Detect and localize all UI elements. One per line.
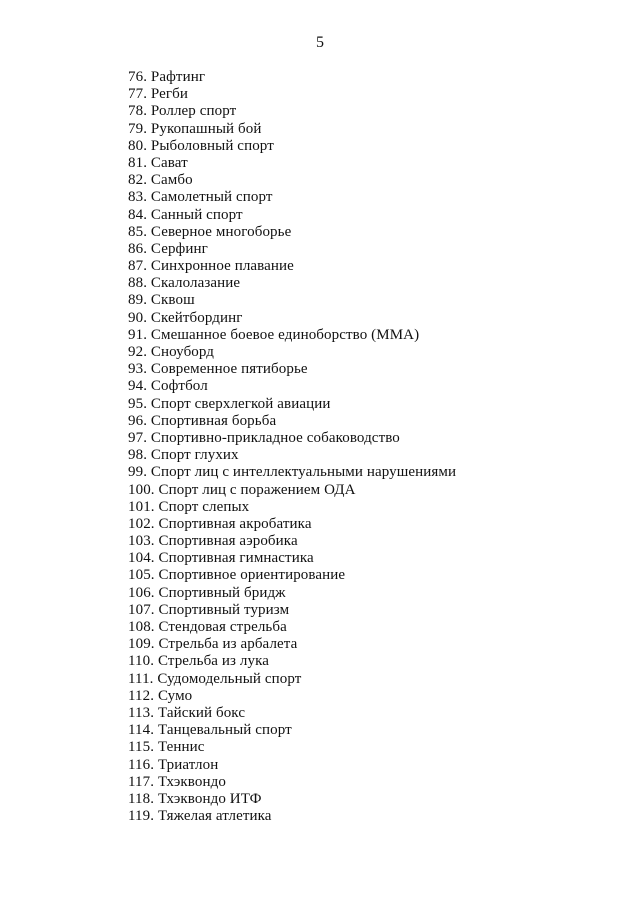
list-item: 96. Спортивная борьба [128, 412, 277, 429]
list-item: 90. Скейтбординг [128, 309, 243, 326]
list-item: 86. Серфинг [128, 240, 208, 257]
list-item: 112. Сумо [128, 687, 193, 704]
list-item: 87. Синхронное плавание [128, 258, 294, 275]
list-item: 95. Спорт сверхлегкой авиации [128, 395, 331, 412]
list-item: 103. Спортивная аэробика [128, 533, 298, 550]
list-item: 78. Роллер спорт [128, 103, 237, 120]
list-item: 111. Судомодельный спорт [128, 670, 302, 687]
list-item: 83. Самолетный спорт [128, 189, 273, 206]
list-item: 100. Спорт лиц с поражением ОДА [128, 481, 356, 498]
list-item: 101. Спорт слепых [128, 498, 250, 515]
list-item: 93. Современное пятиборье [128, 361, 308, 378]
list-item: 119. Тяжелая атлетика [128, 808, 272, 825]
list-item: 92. Сноуборд [128, 344, 215, 360]
list-item: 88. Скалолазание [128, 275, 241, 292]
list-item: 102. Спортивная акробатика [128, 515, 312, 532]
list-item: 82. Самбо [128, 172, 193, 189]
list-item: 99. Спорт лиц с интеллектуальными нарушениями [128, 464, 457, 481]
list-item: 115. Теннис [128, 739, 205, 756]
list-item: 85. Северное многоборье [128, 223, 292, 240]
list-item: 98. Спорт глухих [128, 447, 239, 464]
list-item: 106. Спортивный бридж [128, 584, 286, 601]
list-item: 94. Софтбол [128, 378, 208, 395]
list-item: 89. Сквош [128, 292, 195, 309]
list-item: 108. Стендовая стрельба [128, 619, 287, 635]
list-item: 117. Тхэквондо [128, 773, 226, 790]
sport-list [128, 69, 456, 825]
list-item: 105. Спортивное ориентирование [128, 567, 346, 584]
list-item: 77. Регби [128, 86, 189, 103]
list-item: 107. Спортивный туризм [128, 601, 290, 618]
list-item: 76. Рафтинг [128, 69, 206, 85]
list-item: 116. Триатлон [128, 756, 219, 773]
list-item: 79. Рукопашный бой [128, 120, 262, 137]
list-item: 84. Санный спорт [128, 206, 243, 223]
list-item: 80. Рыболовный спорт [128, 137, 274, 154]
list-item: 91. Смешанное боевое единоборство (ММА) [128, 326, 420, 343]
list-item: 109. Стрельба из арбалета [128, 636, 298, 653]
list-item: 81. Сават [128, 154, 188, 171]
list-item: 104. Спортивная гимнастика [128, 550, 314, 567]
list-item: 97. Спортивно-прикладное собаководство [128, 429, 400, 446]
list-item: 118. Тхэквондо ИТФ [128, 790, 262, 807]
list-item: 114. Танцевальный спорт [128, 722, 292, 739]
list-item: 110. Стрельба из лука [128, 653, 270, 670]
list-item: 113. Тайский бокс [128, 704, 246, 721]
page-number: 5 [316, 34, 324, 51]
